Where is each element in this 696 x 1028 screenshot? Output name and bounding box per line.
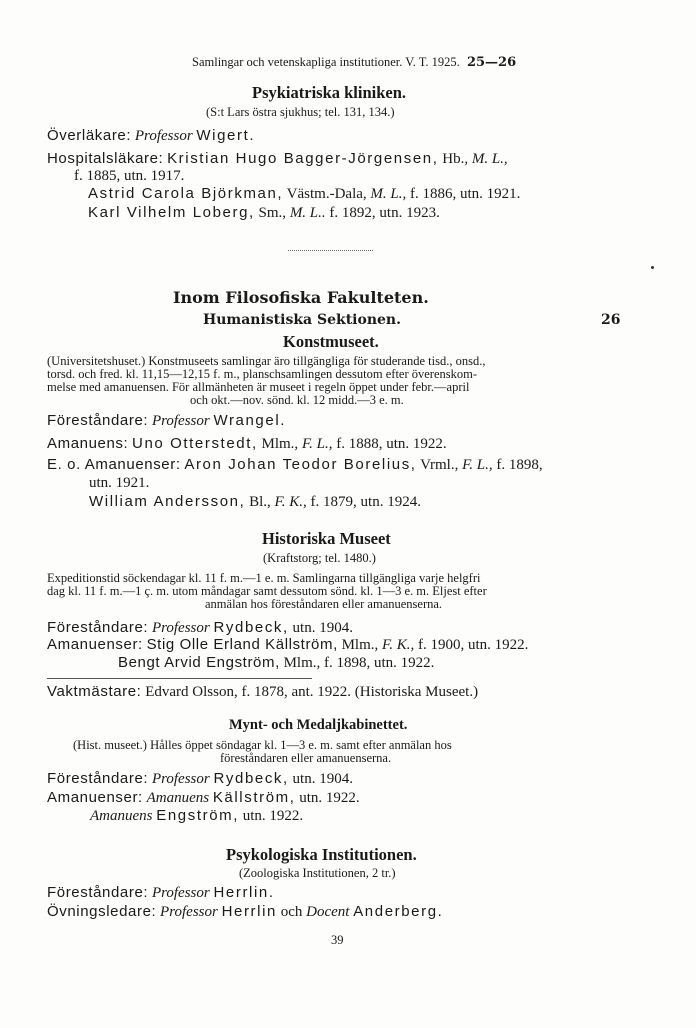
hosp-line-3 bbox=[88, 205, 440, 221]
psyk-ovningsledare-name1: Herrlin bbox=[221, 903, 277, 920]
historiska-info-line-2: dag kl. 11 f. m.—1 ç. m. utom måndagar samt dessutom sönd. kl. 1—3 e. m. Eljest efter bbox=[47, 584, 487, 598]
section-divider bbox=[288, 250, 373, 251]
konst-forestandare-label: Föreståndare: bbox=[47, 412, 149, 429]
hist-forestandare-line bbox=[47, 620, 353, 636]
hosp3-residence: Sm., bbox=[258, 205, 287, 221]
hist-amanuens1-degree: F. K., bbox=[382, 637, 415, 653]
overlakare-line bbox=[47, 128, 255, 144]
hist-forestandare-label: Föreståndare: bbox=[47, 619, 149, 636]
page-range: 25—26 bbox=[466, 55, 517, 70]
section-title-humanistiska: Humanistiska Sektionen. bbox=[203, 312, 401, 328]
mynt-amanuens1-title: Amanuens bbox=[146, 790, 210, 806]
konst-eo2-residence: Bl., bbox=[249, 494, 271, 510]
mynt-amanuens2-appointed: utn. 1922. bbox=[242, 808, 304, 824]
overlakare-title: Professor bbox=[134, 128, 193, 144]
overlakare-name: Wigert. bbox=[196, 127, 256, 144]
mynt-forestandare-label: Föreståndare: bbox=[47, 770, 149, 787]
mynt-info-line-2: föreståndaren eller amanuenserna. bbox=[220, 751, 392, 765]
hosp1-residence: Hb., bbox=[442, 151, 469, 167]
mynt-amanuens2-title: Amanuens bbox=[90, 808, 153, 824]
section-title-mynt: Mynt- och Medaljkabinettet. bbox=[229, 717, 408, 733]
hist-amanuens1-residence: Mlm., bbox=[341, 637, 379, 653]
konst-eo1-name: Aron Johan Teodor Borelius, bbox=[184, 456, 417, 473]
hosp2-degree: M. L., bbox=[370, 186, 407, 202]
hist-amanuens2-details: Mlm., f. 1898, utn. 1922. bbox=[283, 655, 435, 671]
konst-eo1-appointed: utn. 1921. bbox=[89, 475, 150, 491]
konst-forestandare-name: Wrangel. bbox=[213, 412, 287, 429]
mynt-amanuens-line-1 bbox=[47, 790, 360, 806]
page-number: 39 bbox=[331, 933, 344, 947]
mynt-amanuens1-name: Källström, bbox=[212, 789, 296, 806]
konst-eo2-dates: f. 1879, utn. 1924. bbox=[310, 494, 421, 510]
hosp2-residence: Västm.-Dala, bbox=[286, 186, 367, 202]
konst-eo2-degree: F. K., bbox=[274, 494, 307, 510]
hosp2-name: Astrid Carola Björkman, bbox=[88, 185, 284, 202]
section-title-psykiatriska: Psykiatriska kliniken. bbox=[252, 83, 407, 102]
hosp-label: Hospitalsläkare: bbox=[47, 150, 164, 167]
running-title: Samlingar och vetenskapliga institutioner. V. T. 1925. bbox=[192, 55, 460, 69]
konst-forestandare-title: Professor bbox=[151, 413, 210, 429]
mynt-forestandare-line bbox=[47, 771, 353, 787]
psykiatriska-address: (S:t Lars östra sjukhus; tel. 131, 134.) bbox=[206, 105, 395, 119]
hosp3-degree: M. L.. bbox=[289, 205, 326, 221]
konstmuseet-info-line-1: (Universitetshuset.) Konstmuseets samlingar äro tillgängliga för studerande tisd., onsd., bbox=[47, 354, 486, 368]
hosp1-degree: M. L., bbox=[471, 151, 508, 167]
mynt-amanuens1-appointed: utn. 1922. bbox=[299, 790, 360, 806]
mynt-amanuens2-name: Engström, bbox=[156, 807, 240, 824]
konst-eo-line-2 bbox=[89, 494, 421, 510]
konst-amanuens-line bbox=[47, 436, 447, 452]
hist-amanuens1-dates: f. 1900, utn. 1922. bbox=[418, 637, 529, 653]
historiska-info-line-1: Expeditionstid söckendagar kl. 11 f. m.—1 e. m. Samlingarna tillgängliga varje helgfri bbox=[47, 571, 481, 585]
hist-amanuens1-name: Stig Olle Erland Källström, bbox=[146, 636, 338, 653]
hosp-line-1 bbox=[47, 151, 508, 167]
konst-amanuens-name: Uno Otterstedt, bbox=[132, 435, 258, 452]
psyk-ovningsledare-title1: Professor bbox=[160, 904, 218, 920]
mynt-forestandare-appointed: utn. 1904. bbox=[292, 771, 353, 787]
konstmuseet-info-line-2: torsd. och fred. kl. 11,15—12,15 f. m., planschsamlingen dessutom efter överenskom- bbox=[47, 367, 478, 381]
section-number: 26 bbox=[601, 312, 621, 328]
hist-amanuens-line-1 bbox=[47, 637, 528, 653]
section-title-historiska: Historiska Museet bbox=[262, 529, 391, 548]
konst-eo1-degree: F. L., bbox=[462, 457, 493, 473]
konst-amanuens-residence: Mlm., bbox=[261, 436, 299, 452]
psyk-ovningsledare-title2: Docent bbox=[306, 904, 350, 920]
section-title-psykologiska: Psykologiska Institutionen. bbox=[226, 845, 417, 864]
mynt-amanuens-label: Amanuenser: bbox=[47, 789, 143, 806]
psyk-forestandare-label: Föreståndare: bbox=[47, 884, 149, 901]
mynt-forestandare-name: Rydbeck, bbox=[213, 770, 289, 787]
hosp2-dates: f. 1886, utn. 1921. bbox=[410, 186, 521, 202]
psyk-ovningsledare-line bbox=[47, 904, 443, 920]
hosp3-name: Karl Vilhelm Loberg, bbox=[88, 204, 255, 221]
psyk-ovningsledare-label: Övningsledare: bbox=[47, 903, 157, 920]
hist-forestandare-appointed: utn. 1904. bbox=[292, 620, 353, 636]
mynt-amanuens-line-2 bbox=[90, 808, 303, 824]
vaktmastare-label: Vaktmästare: bbox=[47, 683, 142, 700]
overlakare-label: Överläkare: bbox=[47, 127, 132, 144]
konst-eo1-born: f. 1898, bbox=[496, 457, 543, 473]
hosp1-dates: f. 1885, utn. 1917. bbox=[74, 168, 185, 184]
hist-amanuens2-name: Bengt Arvid Engström, bbox=[118, 654, 280, 671]
konstmuseet-info-line-4: och okt.—nov. sönd. kl. 12 midd.—3 e. m. bbox=[190, 393, 404, 407]
psyk-ovningsledare-och: och bbox=[280, 904, 303, 920]
running-header bbox=[192, 56, 516, 69]
hosp3-dates: f. 1892, utn. 1923. bbox=[329, 205, 440, 221]
konst-eo2-name: William Andersson, bbox=[89, 493, 246, 510]
hosp1-name: Kristian Hugo Bagger-Jörgensen, bbox=[167, 150, 439, 167]
hist-forestandare-title: Professor bbox=[151, 620, 210, 636]
konstmuseet-info-line-3: melse med amanuensen. För allmänheten är museet i regeln öppet under febr.—april bbox=[47, 380, 470, 394]
hist-amanuens-line-2 bbox=[118, 655, 434, 671]
historiska-address: (Kraftstorg; tel. 1480.) bbox=[263, 551, 376, 565]
konst-eo1-residence: Vrml., bbox=[420, 457, 459, 473]
konst-forestandare-line bbox=[47, 413, 286, 429]
rule-vaktmastare bbox=[47, 678, 312, 679]
konst-amanuens-label: Amanuens: bbox=[47, 435, 129, 452]
konst-eo-line-1 bbox=[47, 457, 543, 473]
psykologiska-address: (Zoologiska Institutionen, 2 tr.) bbox=[239, 866, 396, 880]
stray-dot-mark bbox=[651, 266, 654, 269]
hist-amanuens-label: Amanuenser: bbox=[47, 636, 143, 653]
historiska-info-line-3: anmälan hos föreståndaren eller amanuenserna. bbox=[205, 597, 443, 611]
vaktmastare-text: Edvard Olsson, f. 1878, ant. 1922. (Historiska Museet.) bbox=[145, 684, 479, 700]
hist-forestandare-name: Rydbeck, bbox=[213, 619, 289, 636]
hosp-line-2 bbox=[88, 186, 520, 202]
psyk-forestandare-title: Professor bbox=[151, 885, 210, 901]
konst-eo-label: E. o. Amanuenser: bbox=[47, 456, 181, 473]
konst-amanuens-degree: F. L., bbox=[301, 436, 333, 452]
vaktmastare-line bbox=[47, 684, 478, 700]
konst-amanuens-dates: f. 1888, utn. 1922. bbox=[336, 436, 447, 452]
section-title-konstmuseet: Konstmuseet. bbox=[283, 332, 379, 351]
psyk-ovningsledare-name2: Anderberg. bbox=[353, 903, 444, 920]
faculty-title: Inom Filosofiska Fakulteten. bbox=[173, 288, 429, 307]
psyk-forestandare-name: Herrlin. bbox=[213, 884, 275, 901]
mynt-forestandare-title: Professor bbox=[151, 771, 210, 787]
mynt-info-line-1: (Hist. museet.) Hålles öppet söndagar kl. 1—3 e. m. samt efter anmälan hos bbox=[73, 738, 452, 752]
psyk-forestandare-line bbox=[47, 885, 275, 901]
